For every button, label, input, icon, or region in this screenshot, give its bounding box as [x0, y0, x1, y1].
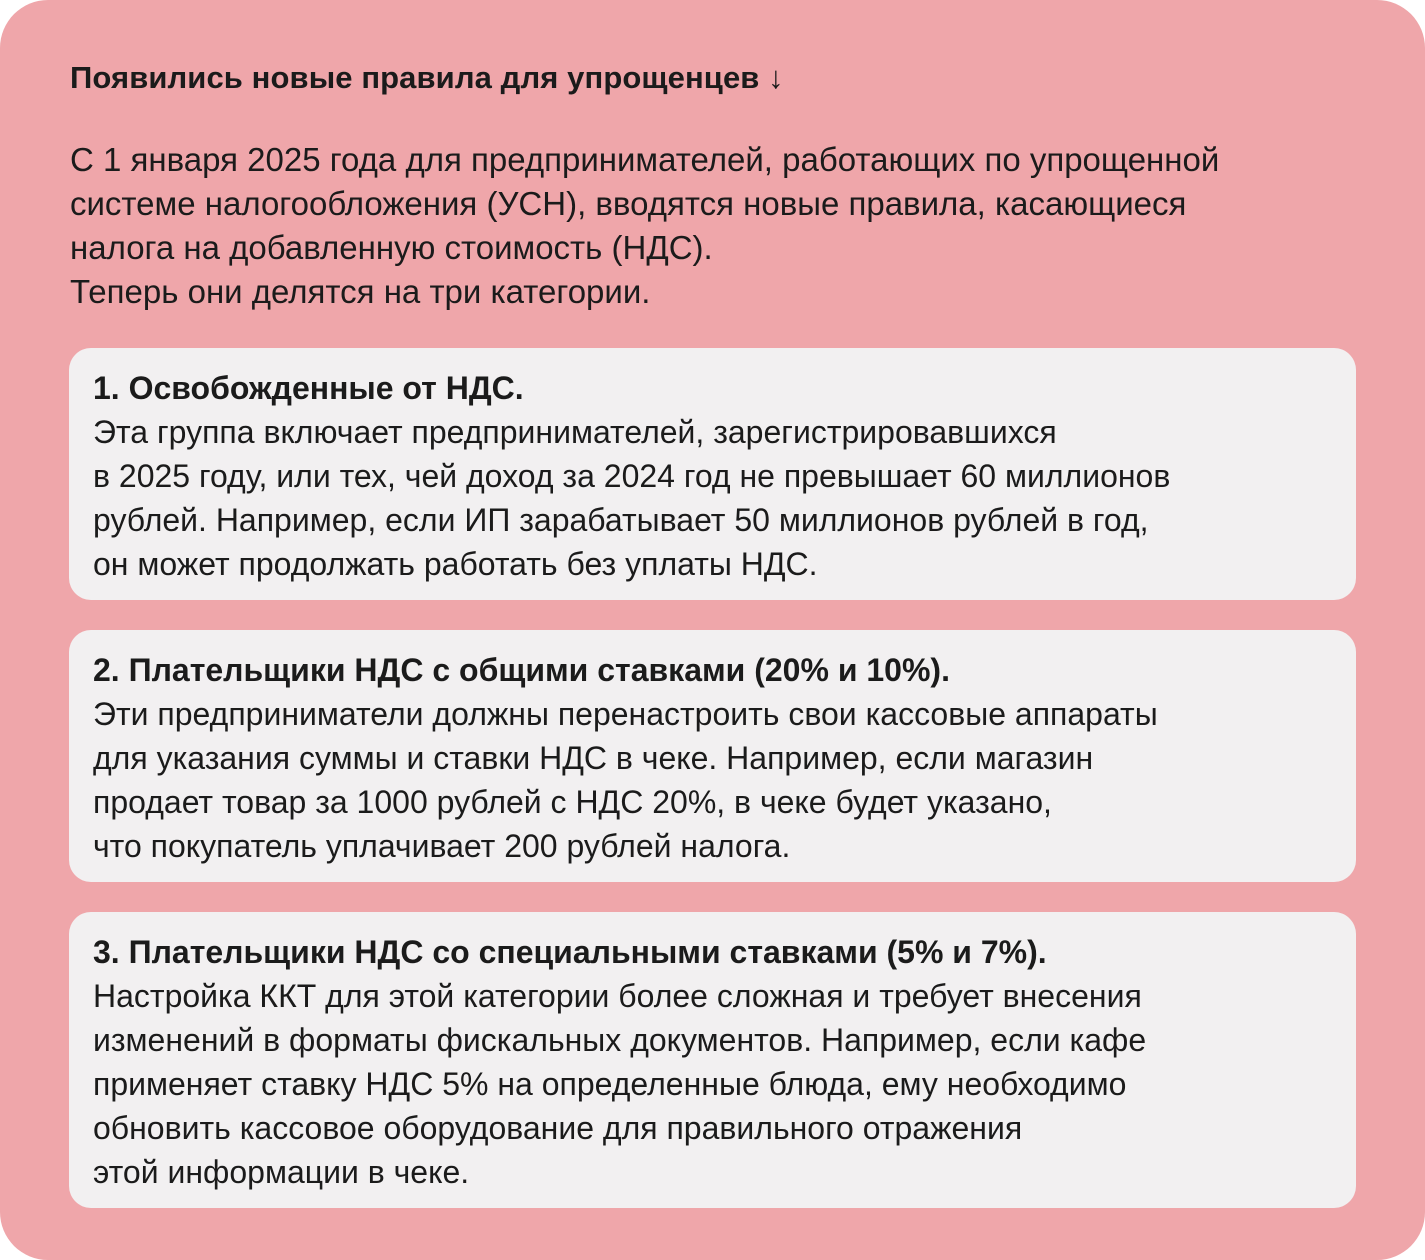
description-line: Настройка ККТ для этой категории более сложная и требует внесения [93, 978, 1142, 1014]
intro-line: системе налогообложения (УСН), вводятся новые правила, касающиеся [70, 185, 1187, 222]
description-line: рублей. Например, если ИП зарабатывает 50 миллионов рублей в год, [93, 502, 1149, 538]
description-line: применяет ставку НДС 5% на определенные блюда, ему необходимо [93, 1066, 1127, 1102]
description-line: обновить кассовое оборудование для правильного отражения [93, 1110, 1023, 1146]
category-title: 3. Плательщики НДС со специальными ставками (5% и 7%). [93, 934, 1047, 970]
description-line: в 2025 году, или тех, чей доход за 2024 год не превышает 60 миллионов [93, 458, 1171, 494]
category-title: 1. Освобожденные от НДС. [93, 370, 524, 406]
category-description [93, 974, 1332, 1194]
description-line: он может продолжать работать без уплаты НДС. [93, 546, 818, 582]
description-line: продает товар за 1000 рублей с НДС 20%, в чеке будет указано, [93, 784, 1052, 820]
intro-line: Теперь они делятся на три категории. [70, 273, 651, 310]
category-description [93, 692, 1332, 868]
description-line: изменений в форматы фискальных документов. Например, если кафе [93, 1022, 1147, 1058]
category-title: 2. Плательщики НДС с общими ставками (20% и 10%). [93, 652, 950, 688]
category-box-special-rates [69, 912, 1356, 1208]
description-line: этой информации в чеке. [93, 1154, 470, 1190]
category-box-general-rates [69, 630, 1356, 882]
intro-line: налога на добавленную стоимость (НДС). [70, 229, 713, 266]
category-description [93, 410, 1332, 586]
page-title: Появились новые правила для упрощенцев ↓ [70, 60, 784, 95]
description-line: что покупатель уплачивает 200 рублей налога. [93, 828, 791, 864]
description-line: Эти предприниматели должны перенастроить свои кассовые аппараты [93, 696, 1158, 732]
category-box-exempt [69, 348, 1356, 600]
description-line: Эта группа включает предпринимателей, зарегистрировавшихся [93, 414, 1057, 450]
description-line: для указания суммы и ставки НДС в чеке. Например, если магазин [93, 740, 1094, 776]
intro-paragraph [70, 138, 1355, 314]
intro-line: С 1 января 2025 года для предпринимателей, работающих по упрощенной [70, 141, 1220, 178]
